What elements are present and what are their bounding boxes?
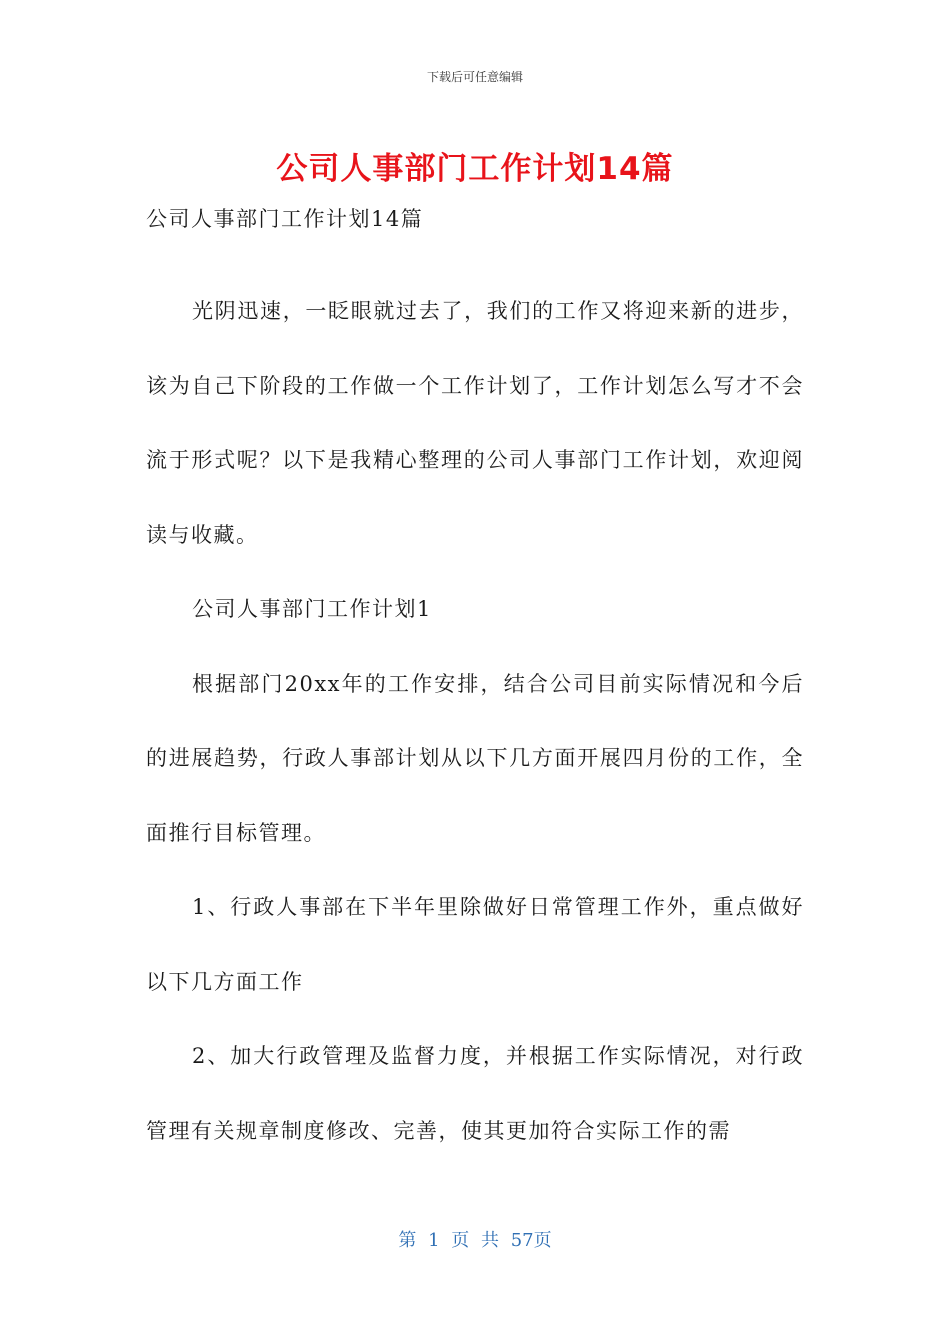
document-body — [146, 200, 804, 1168]
page-number-indicator: 第 1 页 共 57页 — [398, 1230, 552, 1251]
page-header-note: 下载后可任意编辑 — [426, 70, 523, 84]
list-item: 1、行政人事部在下半年里除做好日常管理工作外，重点做好以下几方面工作 — [146, 895, 804, 994]
subtitle-line: 公司人事部门工作计划14篇 — [146, 207, 424, 231]
body-paragraph: 根据部门20xx年的工作安排，结合公司目前实际情况和今后的进展趋势，行政人事部计划从以下几方面开展四月份的工作，全面推行目标管理。 — [146, 671, 804, 845]
intro-paragraph: 光阴迅速，一眨眼就过去了，我们的工作又将迎来新的进步，该为自己下阶段的工作做一个工作计划了，工作计划怎么写才不会流于形式呢？以下是我精心整理的公司人事部门工作计划，欢迎阅读与收藏。 — [146, 299, 804, 547]
section-heading: 公司人事部门工作计划1 — [192, 597, 432, 621]
list-item: 2、加大行政管理及监督力度，并根据工作实际情况，对行政管理有关规章制度修改、完善，使其更加符合实际工作的需 — [146, 1044, 804, 1143]
document-title: 公司人事部门工作计划14篇 — [276, 151, 674, 187]
